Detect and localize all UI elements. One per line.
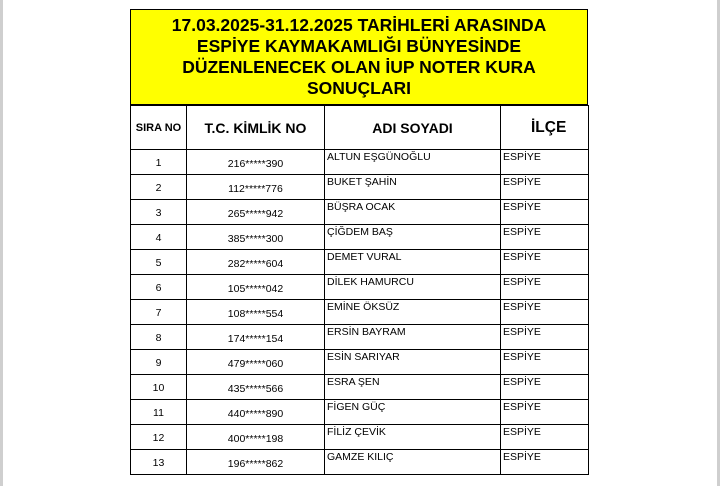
full-name-cell: FİLİZ ÇEVİK bbox=[325, 425, 501, 450]
table-row bbox=[131, 400, 589, 425]
table-header-row bbox=[131, 106, 589, 150]
tc-kimlik-cell: 435*****566 bbox=[187, 375, 325, 400]
table-row bbox=[131, 175, 589, 200]
title-line-2: ESPİYE KAYMAKAMLIĞI BÜNYESİNDE bbox=[196, 36, 522, 56]
header-sira-no: SIRA NO bbox=[131, 106, 187, 150]
tc-kimlik-cell: 196*****862 bbox=[187, 450, 325, 475]
full-name-cell: FİGEN GÜÇ bbox=[325, 400, 501, 425]
tc-kimlik-cell: 216*****390 bbox=[187, 150, 325, 175]
tc-kimlik-cell: 282*****604 bbox=[187, 250, 325, 275]
row-number-cell: 7 bbox=[131, 300, 187, 325]
table-row bbox=[131, 250, 589, 275]
full-name-cell: BÜŞRA OCAK bbox=[325, 200, 501, 225]
tc-kimlik-cell: 385*****300 bbox=[187, 225, 325, 250]
page-left-border bbox=[0, 0, 3, 486]
row-number-cell: 3 bbox=[131, 200, 187, 225]
title-banner bbox=[130, 9, 588, 105]
full-name-cell: ERSİN BAYRAM bbox=[325, 325, 501, 350]
full-name-cell: DİLEK HAMURCU bbox=[325, 275, 501, 300]
district-cell: ESPİYE bbox=[501, 425, 589, 450]
full-name-cell: DEMET VURAL bbox=[325, 250, 501, 275]
table-row bbox=[131, 450, 589, 475]
row-number-cell: 9 bbox=[131, 350, 187, 375]
table-row bbox=[131, 350, 589, 375]
title-line-1: 17.03.2025-31.12.2025 TARİHLERİ ARASINDA bbox=[171, 15, 547, 35]
district-cell: ESPİYE bbox=[501, 275, 589, 300]
table-body bbox=[131, 150, 589, 475]
table-row bbox=[131, 325, 589, 350]
district-cell: ESPİYE bbox=[501, 375, 589, 400]
district-cell: ESPİYE bbox=[501, 300, 589, 325]
row-number-cell: 12 bbox=[131, 425, 187, 450]
row-number-cell: 8 bbox=[131, 325, 187, 350]
title-line-4: SONUÇLARI bbox=[306, 78, 412, 98]
table-row bbox=[131, 150, 589, 175]
header-ilce: İLÇE bbox=[501, 106, 589, 150]
district-cell: ESPİYE bbox=[501, 400, 589, 425]
full-name-cell: EMİNE ÖKSÜZ bbox=[325, 300, 501, 325]
header-adi-soyadi: ADI SOYADI bbox=[325, 106, 501, 150]
full-name-cell: BUKET ŞAHİN bbox=[325, 175, 501, 200]
full-name-cell: GAMZE KILIÇ bbox=[325, 450, 501, 475]
tc-kimlik-cell: 108*****554 bbox=[187, 300, 325, 325]
title-line-3: DÜZENLENECEK OLAN İUP NOTER KURA bbox=[182, 57, 536, 77]
row-number-cell: 5 bbox=[131, 250, 187, 275]
table-row bbox=[131, 200, 589, 225]
district-cell: ESPİYE bbox=[501, 350, 589, 375]
table-row bbox=[131, 300, 589, 325]
table-row bbox=[131, 425, 589, 450]
row-number-cell: 6 bbox=[131, 275, 187, 300]
district-cell: ESPİYE bbox=[501, 150, 589, 175]
row-number-cell: 4 bbox=[131, 225, 187, 250]
lottery-results-sheet bbox=[130, 9, 588, 475]
row-number-cell: 10 bbox=[131, 375, 187, 400]
full-name-cell: ESİN SARIYAR bbox=[325, 350, 501, 375]
table-row bbox=[131, 225, 589, 250]
district-cell: ESPİYE bbox=[501, 450, 589, 475]
full-name-cell: ALTUN EŞGÜNOĞLU bbox=[325, 150, 501, 175]
results-table bbox=[130, 105, 589, 475]
table-row bbox=[131, 375, 589, 400]
tc-kimlik-cell: 400*****198 bbox=[187, 425, 325, 450]
district-cell: ESPİYE bbox=[501, 225, 589, 250]
row-number-cell: 11 bbox=[131, 400, 187, 425]
tc-kimlik-cell: 112*****776 bbox=[187, 175, 325, 200]
header-tc-kimlik-no: T.C. KİMLİK NO bbox=[187, 106, 325, 150]
full-name-cell: ÇİĞDEM BAŞ bbox=[325, 225, 501, 250]
tc-kimlik-cell: 265*****942 bbox=[187, 200, 325, 225]
row-number-cell: 1 bbox=[131, 150, 187, 175]
tc-kimlik-cell: 479*****060 bbox=[187, 350, 325, 375]
row-number-cell: 13 bbox=[131, 450, 187, 475]
tc-kimlik-cell: 174*****154 bbox=[187, 325, 325, 350]
tc-kimlik-cell: 105*****042 bbox=[187, 275, 325, 300]
table-row bbox=[131, 275, 589, 300]
district-cell: ESPİYE bbox=[501, 175, 589, 200]
district-cell: ESPİYE bbox=[501, 325, 589, 350]
tc-kimlik-cell: 440*****890 bbox=[187, 400, 325, 425]
district-cell: ESPİYE bbox=[501, 250, 589, 275]
row-number-cell: 2 bbox=[131, 175, 187, 200]
full-name-cell: ESRA ŞEN bbox=[325, 375, 501, 400]
district-cell: ESPİYE bbox=[501, 200, 589, 225]
